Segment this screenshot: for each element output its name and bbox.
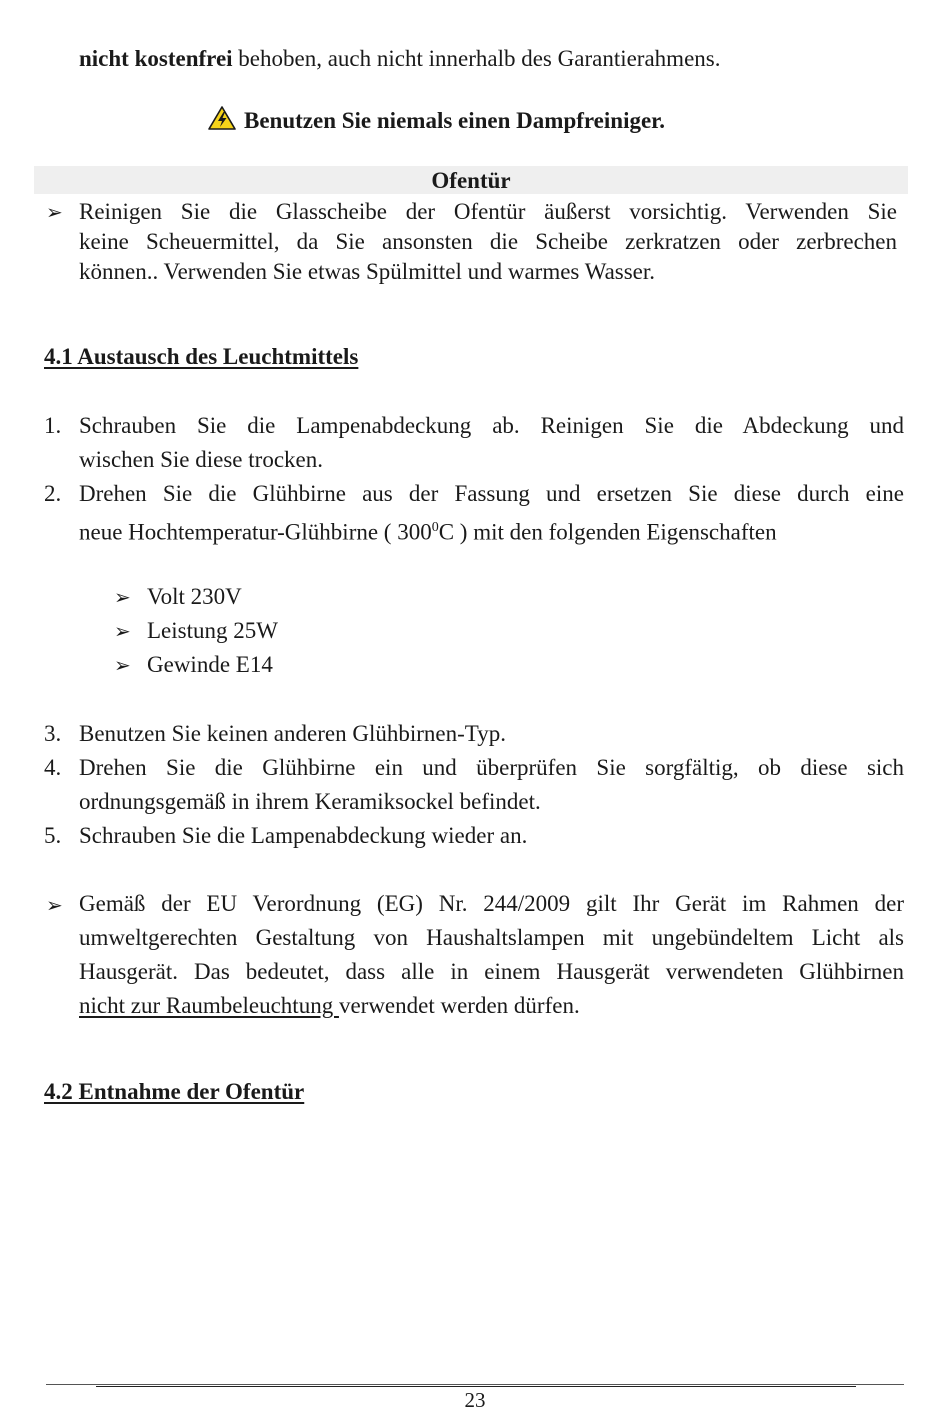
section-41-heading: 4.1 Austausch des Leuchtmittels (44, 344, 359, 369)
spec-item-thread: Gewinde E14 (147, 652, 273, 677)
eu-note-line-1: Gemäß der EU Verordnung (EG) Nr. 244/2009 gilt Ihr Gerät im Rahmen der (79, 891, 904, 916)
door-bullet-line-2: keine Scheuermittel, da Sie ansonsten die Scheibe zerkratzen oder zerbrechen (79, 229, 897, 254)
step-1-line-2: wischen Sie diese trocken. (79, 447, 323, 472)
spec-item-volt: Volt 230V (147, 584, 242, 609)
step-1-number: 1. (44, 413, 62, 438)
step-3-number: 3. (44, 721, 62, 746)
warning-text: Benutzen Sie niemals einen Dampfreiniger. (244, 108, 666, 133)
intro-bold: nicht kostenfrei (79, 46, 233, 71)
door-bullet-line-1: Reinigen Sie die Glasscheibe der Ofentür äußerst vorsichtig. Verwenden Sie (79, 199, 897, 224)
warning-line (208, 106, 665, 138)
spec-item-power: Leistung 25W (147, 618, 278, 643)
step-3-text: Benutzen Sie keinen anderen Glühbirnen-Typ. (79, 721, 506, 746)
step-5-text: Schrauben Sie die Lampenabdeckung wieder an. (79, 823, 528, 848)
footer-rule-inner (96, 1386, 856, 1387)
intro-line (79, 44, 720, 74)
eu-note-line-3: Hausgerät. Das bedeutet, dass alle in einem Hausgerät verwendeten Glühbirnen (79, 959, 904, 984)
step-5-number: 5. (44, 823, 62, 848)
spec-arrow-icon: ➢ (114, 619, 131, 643)
step-2-number: 2. (44, 481, 62, 506)
door-bullet-line-3: können.. Verwenden Sie etwas Spülmittel und warmes Wasser. (79, 259, 656, 284)
step-4-line-2: ordnungsgemäß in ihrem Keramiksockel befindet. (79, 789, 541, 814)
eu-note-line-4: nicht zur Raumbeleuchtung verwendet werden dürfen. (79, 993, 580, 1018)
step-2-line-2: neue Hochtemperatur-Glühbirne ( $300^0C$ ) mit den folgenden Eigenschaften (79, 519, 777, 545)
page-number: 23 (464, 1388, 486, 1412)
section-42-heading: 4.2 Entnahme der Ofentür (44, 1079, 305, 1104)
footer-rule (46, 1384, 904, 1385)
bullet-arrow-icon: ➢ (46, 200, 63, 224)
door-section-title: Ofentür (431, 168, 511, 193)
step-1-line-1: Schrauben Sie die Lampenabdeckung ab. Reinigen Sie die Abdeckung und (79, 413, 904, 438)
spec-arrow-icon: ➢ (114, 585, 131, 609)
warning-icon (208, 106, 236, 138)
step-2-line-1: Drehen Sie die Glühbirne aus der Fassung und ersetzen Sie diese durch eine (79, 481, 904, 506)
step-4-line-1: Drehen Sie die Glühbirne ein und überprüfen Sie sorgfältig, ob diese sich (79, 755, 904, 780)
step-4-number: 4. (44, 755, 62, 780)
bullet-arrow-icon: ➢ (46, 893, 63, 917)
intro-rest: behoben, auch nicht innerhalb des Garantierahmens. (232, 46, 721, 71)
eu-note-underlined: nicht zur Raumbeleuchtung (79, 993, 339, 1018)
spec-arrow-icon: ➢ (114, 653, 131, 677)
eu-note-line-2: umweltgerechten Gestaltung von Haushaltslampen mit ungebündeltem Licht als (79, 925, 904, 950)
